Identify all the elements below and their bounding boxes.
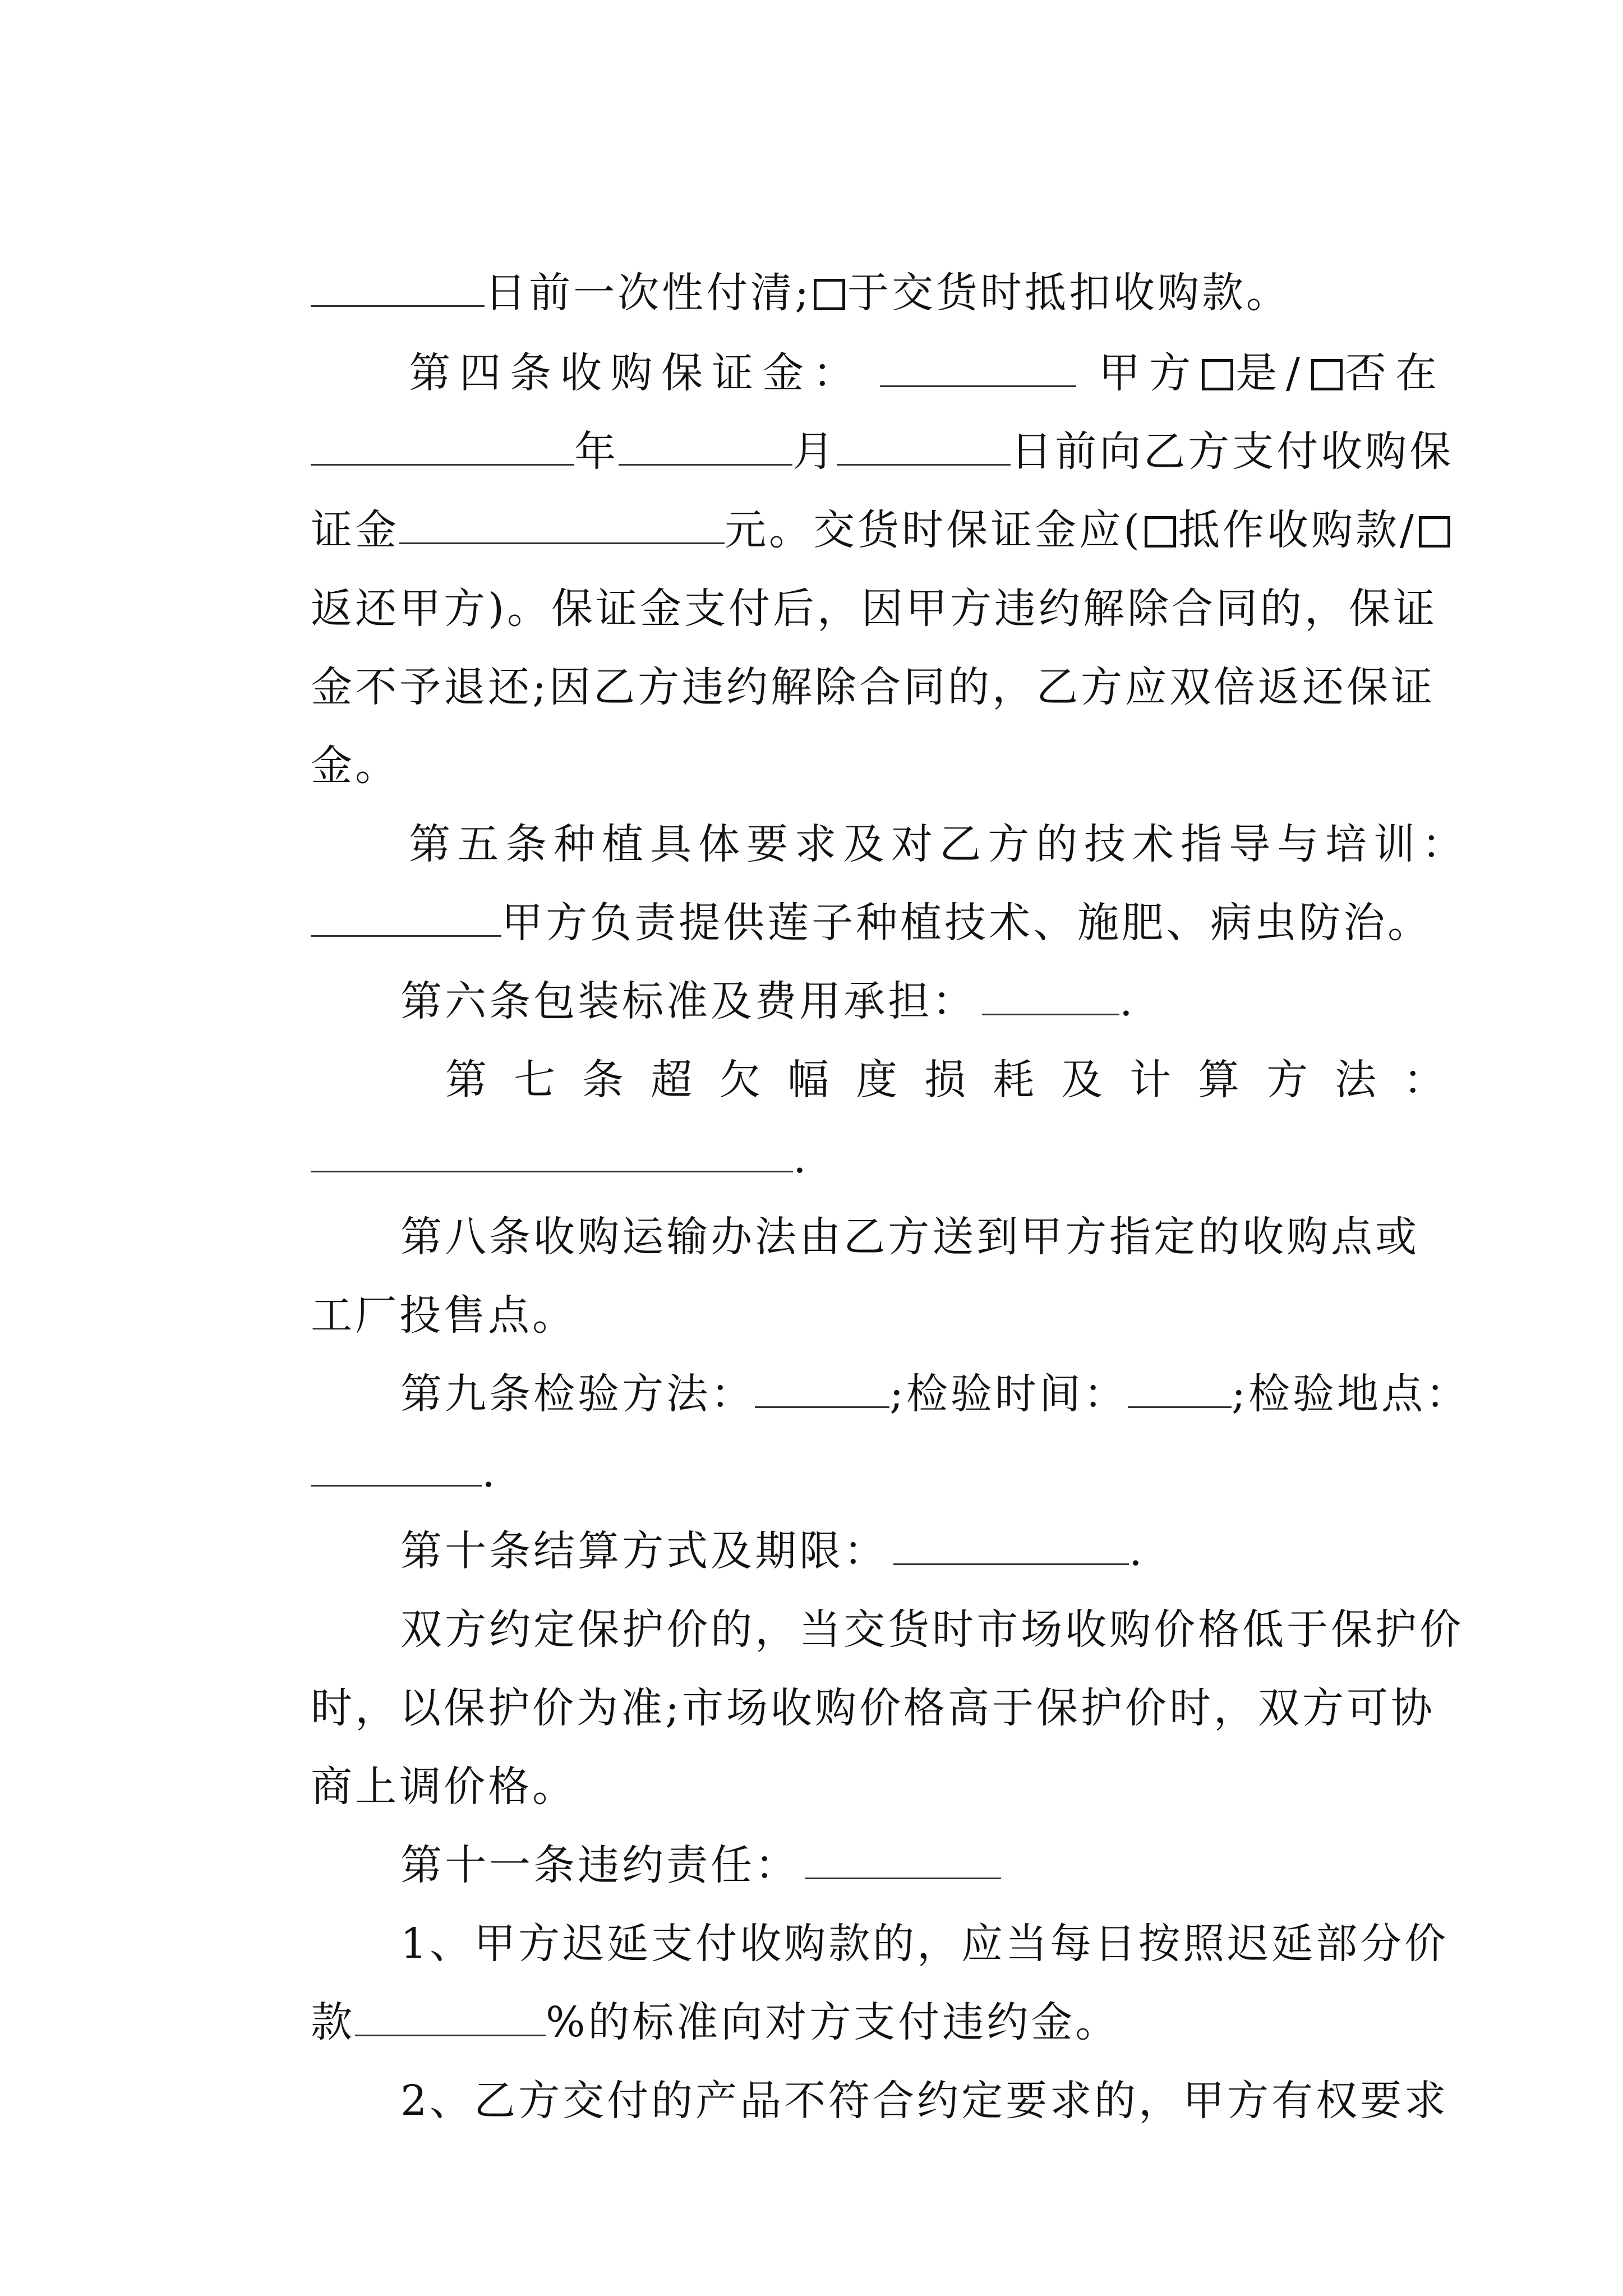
clause-4-title: 第四条收购保证金： [409, 349, 864, 397]
text-line [336, 1153, 1623, 1261]
text-segment: 证金 [311, 506, 400, 554]
text-line [247, 367, 1623, 476]
clause-10-title: 第十条结算方式及期限： [400, 1527, 888, 1575]
text-segment: 否在 [1345, 349, 1446, 397]
clause-8-title: 第八条收购运输办法由乙方送到甲方指定的收购点或 [400, 1213, 1420, 1261]
text-line [336, 1860, 1623, 1968]
text-segment: 元。交货时保证金应( [725, 506, 1142, 554]
text-line [247, 209, 1623, 317]
clause-11-title: 第十一条违约责任： [400, 1841, 800, 1889]
text-line [247, 1703, 1623, 1811]
text-line [247, 446, 1623, 554]
text-line [247, 603, 1623, 711]
text-line [345, 289, 1623, 397]
text-line [336, 2017, 1623, 2125]
text-segment: 甲方负责提供莲子种植技术、施肥、病虫防治。 [501, 899, 1432, 947]
text-segment: 2、乙方交付的产品不符合约定要求的，甲方有权要求 [400, 2077, 1449, 2125]
text-segment: 双方约定保护价的，当交货时市场收购价格低于保护价 [400, 1605, 1464, 1654]
clause-5-title: 第五条种植具体要求及对乙方的技术指导与培训： [409, 820, 1470, 868]
text-segment: . [482, 1448, 498, 1497]
text-segment: 款 [311, 1998, 356, 2046]
text-line [247, 1938, 1623, 2046]
text-line [247, 839, 1623, 947]
text-segment: %的标准向对方支付违约金。 [546, 1998, 1120, 2046]
text-line [247, 682, 1623, 790]
text-segment: 于交货时抵扣收购款。 [847, 269, 1291, 317]
text-line [336, 1781, 1623, 1889]
text-line [247, 1074, 1623, 1182]
text-segment: 金。 [311, 742, 400, 790]
text-segment: ;检验地点： [1232, 1370, 1470, 1418]
text-segment: 1、甲方迟延支付收购款的，应当每日按照迟延部分价 [400, 1920, 1449, 1968]
text-line [336, 1545, 1623, 1654]
text-line [247, 1624, 1623, 1732]
text-segment: 时，以保护价为准;市场收购价格高于保护价时，双方可协 [311, 1684, 1436, 1732]
text-segment: 返还甲方)。保证金支付后，因甲方违约解除合同的，保证 [311, 585, 1437, 633]
text-line [336, 1310, 1623, 1418]
text-line [381, 996, 1623, 1104]
text-line [336, 917, 1623, 1025]
text-segment: . [1129, 1527, 1145, 1575]
text-segment: 工厂投售点。 [311, 1291, 577, 1340]
text-segment: 商上调价格。 [311, 1763, 577, 1811]
text-line [345, 760, 1623, 868]
text-segment: . [1119, 977, 1136, 1025]
text-line [247, 524, 1623, 633]
text-segment: 抵作收购款/ [1178, 506, 1417, 554]
text-line [336, 1467, 1623, 1575]
text-segment: 金不予退还;因乙方违约解除合同的，乙方应双倍返还保证 [311, 663, 1436, 711]
clause-6-title: 第六条包装标准及费用承担： [400, 977, 977, 1025]
text-segment: 月 [792, 427, 837, 476]
text-segment: 甲方 [1099, 349, 1200, 397]
text-segment: 日前一次性付清; [485, 269, 812, 317]
text-segment: . [793, 1134, 809, 1182]
clause-9-title: 第九条检验方法： [400, 1370, 755, 1418]
text-line [247, 1231, 1623, 1340]
text-segment: ;检验时间： [889, 1370, 1128, 1418]
text-segment: 日前向乙方支付收购保 [1011, 427, 1454, 476]
text-segment: 年 [574, 427, 619, 476]
text-line [247, 1388, 1623, 1497]
clause-7-title: 第七条超欠幅度损耗及计算方法： [445, 1056, 1472, 1104]
text-segment: 是/ [1235, 349, 1310, 397]
